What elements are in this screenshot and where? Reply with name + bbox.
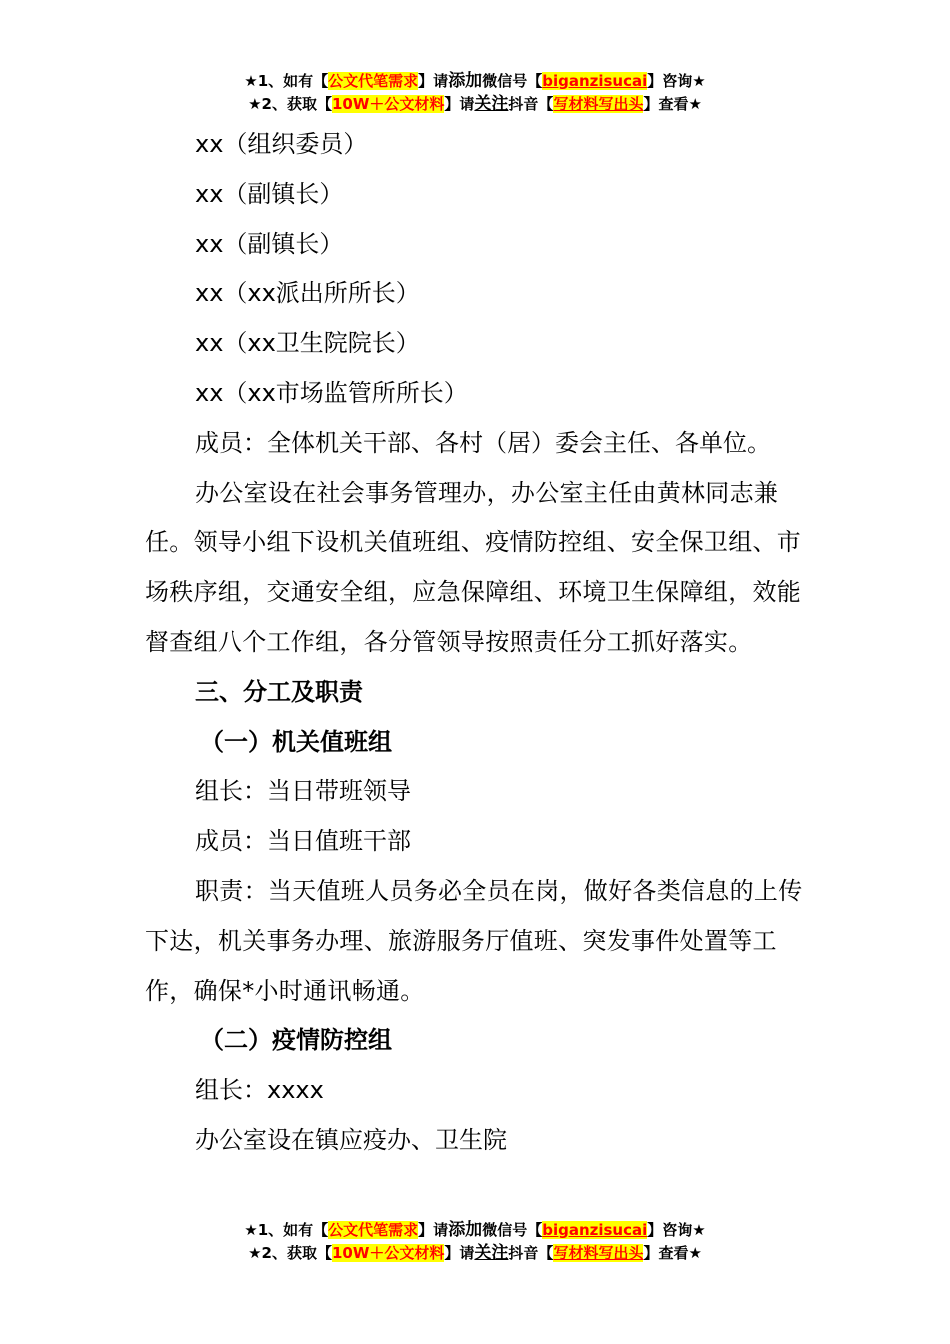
- section-heading: 三、分工及职责: [195, 677, 363, 706]
- top-promo-banner: [0, 70, 950, 116]
- group-1-leader: 组长：当日带班领导: [195, 777, 411, 806]
- group-1-duty: 职责：当天值班人员务必全员在岗，做好各类信息的上传下达，机关事务办理、旅游服务厅值班、突发事件处置等工作，确保*小时通讯畅通。: [145, 876, 803, 1005]
- promo-wechat-id: biganzisucai: [542, 1221, 648, 1239]
- member-line: xx（xx卫生院院长）: [195, 329, 420, 358]
- group-2-leader: 组长：xxxx: [195, 1076, 324, 1105]
- promo-douyin-account: 写材料写出头: [553, 95, 644, 113]
- promo-highlight-materials: 10W＋公文材料: [331, 95, 445, 113]
- office-paragraph: 办公室设在社会事务管理办，办公室主任由黄林同志兼任。领导小组下设机关值班组、疫情防控组、安全保卫组、市场秩序组，交通安全组，应急保障组、环境卫生保障组，效能督查组八个工作组，各分管领导按照责任分工抓好落实。: [145, 478, 802, 656]
- promo-highlight-service: 公文代笔需求: [328, 1221, 419, 1239]
- promo-douyin-account: 写材料写出头: [553, 1244, 644, 1262]
- member-line: xx（副镇长）: [195, 179, 344, 208]
- members-all-line: 成员：全体机关干部、各村（居）委会主任、各单位。: [195, 428, 771, 457]
- promo-highlight-service: 公文代笔需求: [328, 72, 419, 90]
- promo-emphasis-follow: 关注: [474, 1243, 509, 1263]
- member-line: xx（xx派出所所长）: [195, 279, 420, 308]
- group-2-office: 办公室设在镇应疫办、卫生院: [195, 1125, 507, 1154]
- promo-line-1: ★1、如有【公文代笔需求】请添加微信号【biganzisucai】咨询★: [244, 71, 706, 91]
- promo-emphasis-add: 添加: [448, 1220, 483, 1240]
- promo-emphasis-follow: 关注: [474, 94, 509, 114]
- promo-wechat-id: biganzisucai: [542, 72, 648, 90]
- promo-line-1: ★1、如有【公文代笔需求】请添加微信号【biganzisucai】咨询★: [244, 1220, 706, 1240]
- bottom-promo-banner: [0, 1219, 950, 1265]
- promo-emphasis-add: 添加: [448, 71, 483, 91]
- group-1-title: （一）机关值班组: [200, 727, 392, 756]
- member-line: xx（组织委员）: [195, 130, 368, 158]
- member-line: xx（xx市场监管所所长）: [195, 378, 468, 407]
- promo-line-2: ★2、获取【10W＋公文材料】请关注抖音【写材料写出头】查看★: [248, 1243, 702, 1263]
- group-1-members: 成员：当日值班干部: [195, 827, 411, 856]
- promo-highlight-materials: 10W＋公文材料: [331, 1244, 445, 1262]
- group-2-title: （二）疫情防控组: [200, 1026, 392, 1055]
- promo-line-2: ★2、获取【10W＋公文材料】请关注抖音【写材料写出头】查看★: [248, 94, 702, 114]
- member-line: xx（副镇长）: [195, 229, 344, 258]
- document-body: [145, 120, 805, 1166]
